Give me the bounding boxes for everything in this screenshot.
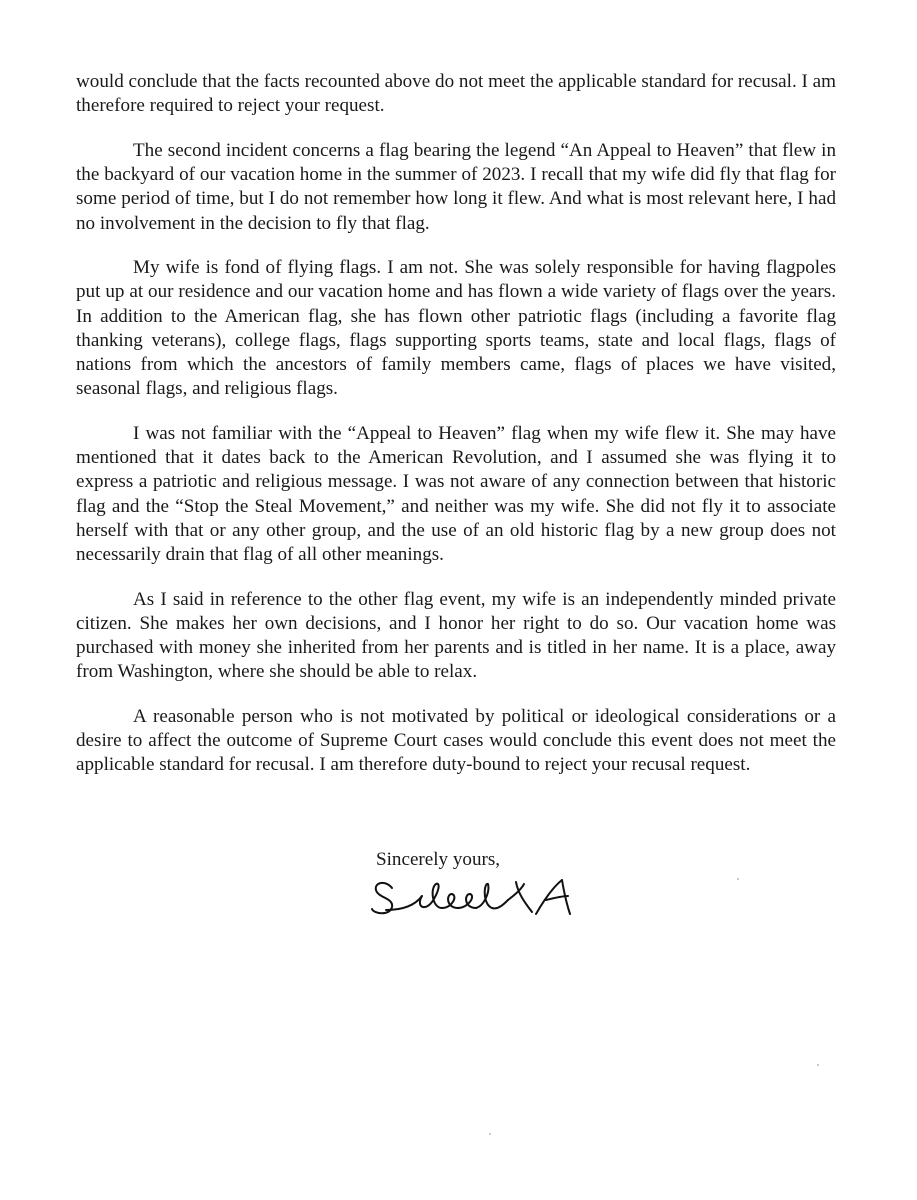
paper-speck [489, 1133, 491, 1135]
handwritten-signature-icon [366, 874, 616, 924]
paragraph-flag-incident: The second incident concerns a flag bearing the legend “An Appeal to Heaven” that flew in the backyard of our vacation home in the summer of 2023. I recall that my wife did fly that flag for some period of time, but I do not remember how long it flew. And what is most relevant here, I had no involvement in the decision to fly that flag. [76, 139, 836, 234]
paper-speck [817, 1064, 819, 1066]
paragraph-appeal-to-heaven: I was not familiar with the “Appeal to Heaven” flag when my wife flew it. She may have mentioned that it dates back to the American Revolution, and I assumed she was flying it to express a patriotic and religious message. I was not aware of any connection between that historic flag and the “Stop the Steal Movement,” and neither was my wife. She did not fly it to associate herself with that or any other group, and the use of an old historic flag by a new group does not necessarily drain that flag of all other meanings. [76, 422, 836, 565]
paragraph-private-citizen: As I said in reference to the other flag event, my wife is an independently minded private citizen. She makes her own decisions, and I honor her right to do so. Our vacation home was purchased with money she inherited from her parents and is titled in her name. It is a place, away from Washington, where she should be able to relax. [76, 588, 836, 683]
paragraph-flying-flags: My wife is fond of flying flags. I am not. She was solely responsible for having flagpoles put up at our residence and our vacation home and has flown a wide variety of flags over the years. In addition to the American flag, she has flown other patriotic flags (including a favorite flag thanking veterans), college flags, flags supporting sports teams, state and local flags, flags of nations from which the ancestors of family members came, flags of places we have visited, seasonal flags, and religious flags. [76, 257, 836, 400]
paragraph-reasonable-person: A reasonable person who is not motivated by political or ideological considerations or a desire to affect the outcome of Supreme Court cases would conclude this event does not meet the applicable standard for recusal. I am therefore duty-bound to reject your recusal request. [76, 705, 836, 776]
paper-speck [737, 878, 739, 880]
closing-salutation: Sincerely yours, [376, 849, 501, 870]
paragraph-continuation: would conclude that the facts recounted above do not meet the applicable standard for recusal. I am therefore required to reject your request. [76, 71, 836, 117]
letter-body [76, 70, 836, 798]
